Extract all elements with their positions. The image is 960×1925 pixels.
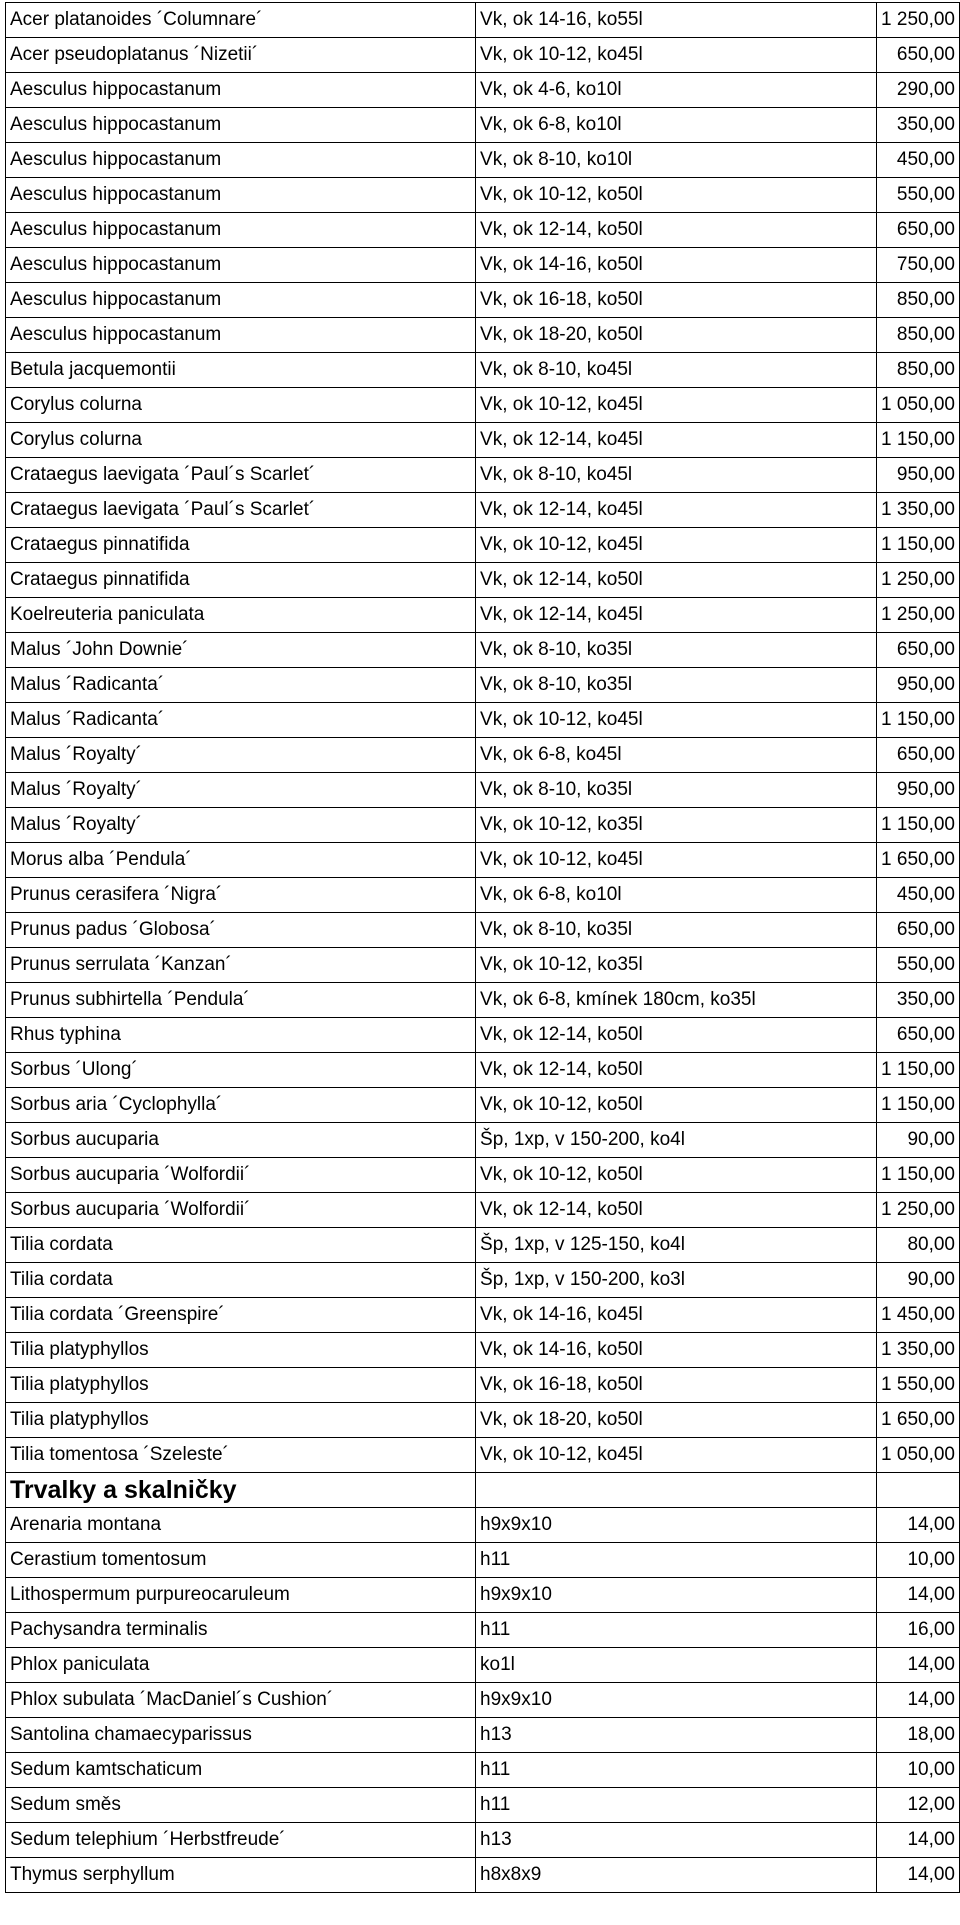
price-cell: 14,00	[877, 1858, 960, 1893]
price-cell: 290,00	[877, 73, 960, 108]
plant-spec-cell: Vk, ok 10-12, ko50l	[476, 1158, 877, 1193]
price-cell: 1 250,00	[877, 3, 960, 38]
price-list-body	[6, 3, 960, 1893]
plant-spec-cell: h9x9x10	[476, 1683, 877, 1718]
plant-name-cell: Tilia platyphyllos	[6, 1403, 476, 1438]
plant-spec-cell: Vk, ok 12-14, ko45l	[476, 598, 877, 633]
table-row	[6, 1018, 960, 1053]
plant-spec-cell: Vk, ok 8-10, ko10l	[476, 143, 877, 178]
section-header-row	[6, 1473, 960, 1508]
plant-name-cell: Aesculus hippocastanum	[6, 108, 476, 143]
plant-name-cell: Malus ´Royalty´	[6, 773, 476, 808]
plant-spec-cell: Šp, 1xp, v 150-200, ko4l	[476, 1123, 877, 1158]
table-row	[6, 1858, 960, 1893]
plant-spec-cell: Vk, ok 8-10, ko35l	[476, 913, 877, 948]
price-cell: 650,00	[877, 1018, 960, 1053]
plant-name-cell: Malus ´Royalty´	[6, 808, 476, 843]
table-row	[6, 808, 960, 843]
plant-spec-cell: Vk, ok 8-10, ko45l	[476, 458, 877, 493]
price-cell: 1 050,00	[877, 1438, 960, 1473]
price-cell: 350,00	[877, 108, 960, 143]
price-cell: 1 150,00	[877, 423, 960, 458]
plant-spec-cell: Vk, ok 12-14, ko50l	[476, 1053, 877, 1088]
table-row	[6, 1403, 960, 1438]
plant-spec-cell: Vk, ok 12-14, ko45l	[476, 423, 877, 458]
plant-spec-cell: Vk, ok 12-14, ko45l	[476, 493, 877, 528]
plant-name-cell: Arenaria montana	[6, 1508, 476, 1543]
price-cell: 1 250,00	[877, 1193, 960, 1228]
plant-spec-cell: h11	[476, 1753, 877, 1788]
price-cell: 850,00	[877, 318, 960, 353]
plant-spec-cell: Vk, ok 18-20, ko50l	[476, 318, 877, 353]
table-row	[6, 108, 960, 143]
price-cell: 950,00	[877, 458, 960, 493]
price-cell: 1 250,00	[877, 598, 960, 633]
plant-name-cell: Sorbus aucuparia	[6, 1123, 476, 1158]
plant-spec-cell: Vk, ok 8-10, ko35l	[476, 773, 877, 808]
table-row	[6, 1543, 960, 1578]
plant-name-cell: Morus alba ´Pendula´	[6, 843, 476, 878]
plant-name-cell: Acer pseudoplatanus ´Nizetii´	[6, 38, 476, 73]
price-cell: 14,00	[877, 1683, 960, 1718]
table-row	[6, 318, 960, 353]
price-cell: 14,00	[877, 1578, 960, 1613]
price-cell: 650,00	[877, 633, 960, 668]
price-cell: 1 150,00	[877, 1088, 960, 1123]
plant-spec-cell: Vk, ok 14-16, ko50l	[476, 248, 877, 283]
plant-name-cell: Sedum směs	[6, 1788, 476, 1823]
plant-spec-cell: Vk, ok 14-16, ko50l	[476, 1333, 877, 1368]
plant-spec-cell: Vk, ok 10-12, ko35l	[476, 948, 877, 983]
plant-spec-cell: Vk, ok 6-8, kmínek 180cm, ko35l	[476, 983, 877, 1018]
plant-name-cell: Crataegus laevigata ´Paul´s Scarlet´	[6, 458, 476, 493]
table-row	[6, 948, 960, 983]
plant-name-cell: Tilia cordata	[6, 1263, 476, 1298]
price-cell: 12,00	[877, 1788, 960, 1823]
table-row	[6, 458, 960, 493]
price-cell: 1 650,00	[877, 843, 960, 878]
price-cell: 18,00	[877, 1718, 960, 1753]
plant-name-cell: Corylus colurna	[6, 423, 476, 458]
plant-spec-cell: Vk, ok 8-10, ko35l	[476, 668, 877, 703]
plant-spec-cell: Vk, ok 10-12, ko45l	[476, 38, 877, 73]
plant-name-cell: Sorbus ´Ulong´	[6, 1053, 476, 1088]
price-cell: 650,00	[877, 213, 960, 248]
plant-name-cell: Santolina chamaecyparissus	[6, 1718, 476, 1753]
table-row	[6, 668, 960, 703]
plant-name-cell: Tilia cordata	[6, 1228, 476, 1263]
table-row	[6, 1088, 960, 1123]
price-cell: 1 150,00	[877, 1053, 960, 1088]
table-row	[6, 3, 960, 38]
table-row	[6, 1613, 960, 1648]
table-row	[6, 1123, 960, 1158]
plant-spec-cell: Vk, ok 10-12, ko50l	[476, 178, 877, 213]
price-cell: 450,00	[877, 878, 960, 913]
plant-spec-cell: h9x9x10	[476, 1578, 877, 1613]
plant-name-cell: Tilia platyphyllos	[6, 1333, 476, 1368]
price-cell: 850,00	[877, 353, 960, 388]
plant-name-cell: Betula jacquemontii	[6, 353, 476, 388]
plant-spec-cell: Vk, ok 4-6, ko10l	[476, 73, 877, 108]
plant-name-cell: Tilia cordata ´Greenspire´	[6, 1298, 476, 1333]
price-cell: 80,00	[877, 1228, 960, 1263]
plant-name-cell: Rhus typhina	[6, 1018, 476, 1053]
table-row	[6, 1368, 960, 1403]
plant-name-cell: Aesculus hippocastanum	[6, 73, 476, 108]
plant-name-cell: Crataegus laevigata ´Paul´s Scarlet´	[6, 493, 476, 528]
table-row	[6, 1578, 960, 1613]
plant-spec-cell: Vk, ok 10-12, ko45l	[476, 528, 877, 563]
plant-spec-cell: Vk, ok 6-8, ko45l	[476, 738, 877, 773]
plant-name-cell: Cerastium tomentosum	[6, 1543, 476, 1578]
plant-name-cell: Thymus serphyllum	[6, 1858, 476, 1893]
table-row	[6, 73, 960, 108]
plant-name-cell: Phlox subulata ´MacDaniel´s Cushion´	[6, 1683, 476, 1718]
plant-name-cell: Malus ´Royalty´	[6, 738, 476, 773]
plant-spec-cell: Vk, ok 16-18, ko50l	[476, 283, 877, 318]
table-row	[6, 423, 960, 458]
plant-spec-cell: Vk, ok 12-14, ko50l	[476, 213, 877, 248]
table-row	[6, 1158, 960, 1193]
section-title: Trvalky a skalničky	[6, 1473, 476, 1508]
plant-spec-cell: Vk, ok 10-12, ko35l	[476, 808, 877, 843]
price-cell: 550,00	[877, 178, 960, 213]
table-row	[6, 633, 960, 668]
table-row	[6, 213, 960, 248]
plant-spec-cell: h8x8x9	[476, 1858, 877, 1893]
table-row	[6, 248, 960, 283]
table-row	[6, 1683, 960, 1718]
plant-name-cell: Sorbus aria ´Cyclophylla´	[6, 1088, 476, 1123]
price-cell: 90,00	[877, 1123, 960, 1158]
plant-spec-cell: Vk, ok 6-8, ko10l	[476, 878, 877, 913]
plant-spec-cell: Vk, ok 14-16, ko45l	[476, 1298, 877, 1333]
price-cell: 1 350,00	[877, 493, 960, 528]
plant-name-cell: Malus ´John Downie´	[6, 633, 476, 668]
price-cell: 90,00	[877, 1263, 960, 1298]
price-cell: 1 250,00	[877, 563, 960, 598]
table-row	[6, 703, 960, 738]
table-row	[6, 143, 960, 178]
plant-spec-cell: Vk, ok 18-20, ko50l	[476, 1403, 877, 1438]
table-row	[6, 283, 960, 318]
price-cell: 1 150,00	[877, 528, 960, 563]
price-cell: 1 150,00	[877, 1158, 960, 1193]
plant-name-cell: Prunus cerasifera ´Nigra´	[6, 878, 476, 913]
plant-name-cell: Crataegus pinnatifida	[6, 528, 476, 563]
plant-name-cell: Aesculus hippocastanum	[6, 143, 476, 178]
plant-name-cell: Aesculus hippocastanum	[6, 318, 476, 353]
plant-spec-cell: Vk, ok 10-12, ko45l	[476, 388, 877, 423]
table-row	[6, 598, 960, 633]
plant-name-cell: Sorbus aucuparia ´Wolfordii´	[6, 1158, 476, 1193]
plant-spec-cell: Vk, ok 6-8, ko10l	[476, 108, 877, 143]
table-row	[6, 1228, 960, 1263]
section-empty-cell	[877, 1473, 960, 1508]
price-cell: 1 150,00	[877, 808, 960, 843]
table-row	[6, 1788, 960, 1823]
plant-spec-cell: Vk, ok 10-12, ko45l	[476, 703, 877, 738]
table-row	[6, 38, 960, 73]
price-cell: 16,00	[877, 1613, 960, 1648]
price-cell: 1 450,00	[877, 1298, 960, 1333]
price-cell: 10,00	[877, 1543, 960, 1578]
plant-spec-cell: Vk, ok 8-10, ko35l	[476, 633, 877, 668]
table-row	[6, 1438, 960, 1473]
plant-spec-cell: Vk, ok 14-16, ko55l	[476, 3, 877, 38]
plant-spec-cell: Vk, ok 12-14, ko50l	[476, 1018, 877, 1053]
table-row	[6, 1333, 960, 1368]
plant-name-cell: Pachysandra terminalis	[6, 1613, 476, 1648]
plant-spec-cell: Vk, ok 10-12, ko45l	[476, 1438, 877, 1473]
price-cell: 750,00	[877, 248, 960, 283]
price-cell: 1 050,00	[877, 388, 960, 423]
plant-spec-cell: Vk, ok 10-12, ko45l	[476, 843, 877, 878]
plant-name-cell: Koelreuteria paniculata	[6, 598, 476, 633]
plant-spec-cell: h11	[476, 1613, 877, 1648]
plant-name-cell: Malus ´Radicanta´	[6, 668, 476, 703]
price-list-table	[5, 2, 960, 1893]
plant-name-cell: Tilia tomentosa ´Szeleste´	[6, 1438, 476, 1473]
plant-spec-cell: h9x9x10	[476, 1508, 877, 1543]
plant-spec-cell: Šp, 1xp, v 125-150, ko4l	[476, 1228, 877, 1263]
plant-spec-cell: Vk, ok 16-18, ko50l	[476, 1368, 877, 1403]
plant-name-cell: Sorbus aucuparia ´Wolfordii´	[6, 1193, 476, 1228]
price-cell: 10,00	[877, 1753, 960, 1788]
price-cell: 1 550,00	[877, 1368, 960, 1403]
price-cell: 650,00	[877, 738, 960, 773]
plant-spec-cell: h13	[476, 1823, 877, 1858]
plant-name-cell: Sedum kamtschaticum	[6, 1753, 476, 1788]
table-row	[6, 773, 960, 808]
table-row	[6, 388, 960, 423]
table-row	[6, 1263, 960, 1298]
table-row	[6, 1753, 960, 1788]
plant-name-cell: Prunus padus ´Globosa´	[6, 913, 476, 948]
table-row	[6, 563, 960, 598]
plant-name-cell: Lithospermum purpureocaruleum	[6, 1578, 476, 1613]
plant-spec-cell: Vk, ok 12-14, ko50l	[476, 1193, 877, 1228]
price-cell: 1 650,00	[877, 1403, 960, 1438]
plant-spec-cell: Šp, 1xp, v 150-200, ko3l	[476, 1263, 877, 1298]
plant-spec-cell: Vk, ok 10-12, ko50l	[476, 1088, 877, 1123]
plant-spec-cell: h13	[476, 1718, 877, 1753]
price-cell: 350,00	[877, 983, 960, 1018]
plant-name-cell: Prunus subhirtella ´Pendula´	[6, 983, 476, 1018]
table-row	[6, 1053, 960, 1088]
plant-name-cell: Aesculus hippocastanum	[6, 248, 476, 283]
table-row	[6, 913, 960, 948]
table-row	[6, 493, 960, 528]
table-row	[6, 1823, 960, 1858]
plant-name-cell: Aesculus hippocastanum	[6, 213, 476, 248]
table-row	[6, 738, 960, 773]
plant-name-cell: Malus ´Radicanta´	[6, 703, 476, 738]
price-cell: 950,00	[877, 773, 960, 808]
plant-name-cell: Tilia platyphyllos	[6, 1368, 476, 1403]
plant-name-cell: Aesculus hippocastanum	[6, 283, 476, 318]
plant-name-cell: Aesculus hippocastanum	[6, 178, 476, 213]
plant-name-cell: Sedum telephium ´Herbstfreude´	[6, 1823, 476, 1858]
plant-name-cell: Crataegus pinnatifida	[6, 563, 476, 598]
table-row	[6, 983, 960, 1018]
price-cell: 14,00	[877, 1508, 960, 1543]
plant-spec-cell: h11	[476, 1788, 877, 1823]
table-row	[6, 1718, 960, 1753]
table-row	[6, 1648, 960, 1683]
plant-name-cell: Acer platanoides ´Columnare´	[6, 3, 476, 38]
price-cell: 450,00	[877, 143, 960, 178]
price-cell: 14,00	[877, 1648, 960, 1683]
price-cell: 1 350,00	[877, 1333, 960, 1368]
table-row	[6, 878, 960, 913]
plant-spec-cell: Vk, ok 8-10, ko45l	[476, 353, 877, 388]
plant-name-cell: Phlox paniculata	[6, 1648, 476, 1683]
price-cell: 650,00	[877, 38, 960, 73]
price-cell: 550,00	[877, 948, 960, 983]
plant-name-cell: Corylus colurna	[6, 388, 476, 423]
plant-name-cell: Prunus serrulata ´Kanzan´	[6, 948, 476, 983]
price-cell: 650,00	[877, 913, 960, 948]
table-row	[6, 1508, 960, 1543]
price-cell: 950,00	[877, 668, 960, 703]
table-row	[6, 353, 960, 388]
table-row	[6, 178, 960, 213]
plant-spec-cell: ko1l	[476, 1648, 877, 1683]
price-cell: 850,00	[877, 283, 960, 318]
price-cell: 1 150,00	[877, 703, 960, 738]
plant-spec-cell: h11	[476, 1543, 877, 1578]
table-row	[6, 1298, 960, 1333]
table-row	[6, 1193, 960, 1228]
section-empty-cell	[476, 1473, 877, 1508]
table-row	[6, 843, 960, 878]
price-cell: 14,00	[877, 1823, 960, 1858]
table-row	[6, 528, 960, 563]
plant-spec-cell: Vk, ok 12-14, ko50l	[476, 563, 877, 598]
